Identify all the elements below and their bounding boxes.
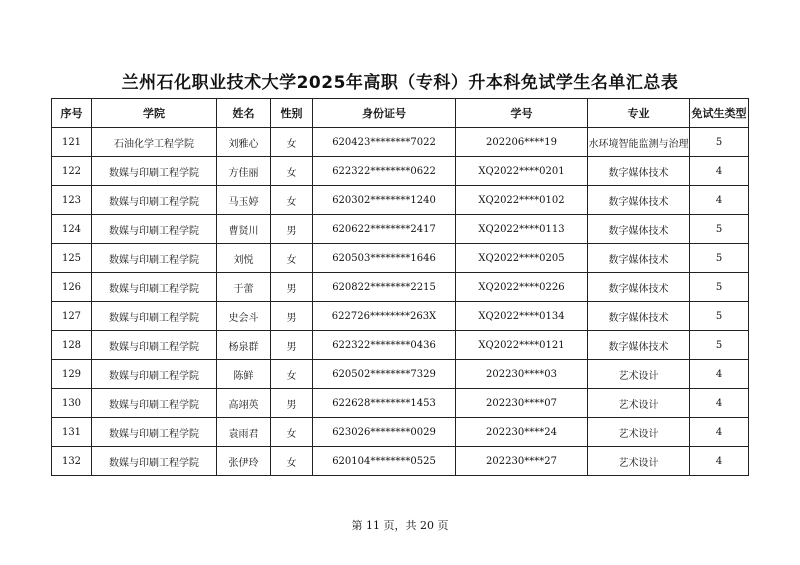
cell-serial: 128 [52,331,92,360]
cell-name: 刘悦 [217,244,271,273]
cell-gender: 女 [271,157,313,186]
cell-name: 高翊英 [217,389,271,418]
cell-exempt-type: 5 [690,128,749,157]
cell-exempt-type: 4 [690,360,749,389]
cell-college: 数媒与印刷工程学院 [92,389,217,418]
cell-major: 数字媒体技术 [588,215,690,244]
table-row [52,331,749,360]
cell-id-number: 622726********263X [313,302,456,331]
cell-name: 张伊玲 [217,447,271,476]
cell-exempt-type: 4 [690,186,749,215]
cell-id-number: 620622********2417 [313,215,456,244]
cell-college: 数媒与印刷工程学院 [92,447,217,476]
cell-major: 艺术设计 [588,418,690,447]
cell-id-number: 622628********1453 [313,389,456,418]
cell-serial: 122 [52,157,92,186]
cell-gender: 女 [271,128,313,157]
cell-gender: 男 [271,273,313,302]
cell-major: 数字媒体技术 [588,244,690,273]
cell-student-number: XQ2022****0134 [456,302,588,331]
cell-gender: 女 [271,447,313,476]
cell-college: 数媒与印刷工程学院 [92,186,217,215]
cell-college: 数媒与印刷工程学院 [92,302,217,331]
cell-name: 方佳丽 [217,157,271,186]
cell-id-number: 620503********1646 [313,244,456,273]
header-student-number: 学号 [456,99,588,128]
cell-id-number: 622322********0436 [313,331,456,360]
cell-major: 艺术设计 [588,389,690,418]
cell-gender: 女 [271,360,313,389]
cell-student-number: XQ2022****0113 [456,215,588,244]
cell-exempt-type: 4 [690,447,749,476]
cell-serial: 130 [52,389,92,418]
cell-serial: 127 [52,302,92,331]
cell-serial: 123 [52,186,92,215]
table-row [52,215,749,244]
table-row [52,273,749,302]
header-exempt-type: 免试生类型 [690,99,749,128]
table-row [52,360,749,389]
cell-major: 数字媒体技术 [588,302,690,331]
cell-id-number: 620104********0525 [313,447,456,476]
cell-student-number: 202206****19 [456,128,588,157]
cell-student-number: XQ2022****0201 [456,157,588,186]
cell-major: 数字媒体技术 [588,186,690,215]
student-list-table [51,98,749,476]
header-name: 姓名 [217,99,271,128]
cell-name: 马玉婷 [217,186,271,215]
cell-name: 史会斗 [217,302,271,331]
cell-major: 艺术设计 [588,447,690,476]
cell-name: 杨泉群 [217,331,271,360]
cell-college: 数媒与印刷工程学院 [92,331,217,360]
cell-college: 数媒与印刷工程学院 [92,157,217,186]
table-row [52,244,749,273]
cell-exempt-type: 5 [690,302,749,331]
cell-gender: 女 [271,186,313,215]
cell-student-number: XQ2022****0102 [456,186,588,215]
cell-name: 于蕾 [217,273,271,302]
table-row [52,128,749,157]
cell-college: 数媒与印刷工程学院 [92,244,217,273]
cell-major: 数字媒体技术 [588,157,690,186]
table-header-row [52,99,749,128]
table-body [52,128,749,476]
header-college: 学院 [92,99,217,128]
cell-college: 数媒与印刷工程学院 [92,418,217,447]
cell-serial: 121 [52,128,92,157]
cell-exempt-type: 5 [690,244,749,273]
cell-name: 袁雨君 [217,418,271,447]
cell-exempt-type: 4 [690,157,749,186]
header-major: 专业 [588,99,690,128]
cell-college: 数媒与印刷工程学院 [92,273,217,302]
cell-major: 数字媒体技术 [588,331,690,360]
cell-college: 数媒与印刷工程学院 [92,360,217,389]
cell-name: 曹贤川 [217,215,271,244]
cell-student-number: 202230****24 [456,418,588,447]
cell-id-number: 620822********2215 [313,273,456,302]
cell-serial: 125 [52,244,92,273]
table-row [52,418,749,447]
table-row [52,302,749,331]
header-serial: 序号 [52,99,92,128]
cell-student-number: 202230****07 [456,389,588,418]
cell-gender: 女 [271,418,313,447]
cell-gender: 男 [271,331,313,360]
cell-id-number: 620502********7329 [313,360,456,389]
cell-gender: 男 [271,389,313,418]
cell-exempt-type: 5 [690,273,749,302]
cell-id-number: 623026********0029 [313,418,456,447]
cell-exempt-type: 4 [690,418,749,447]
document-title: 兰州石化职业技术大学2025年高职（专科）升本科免试学生名单汇总表 [121,73,679,93]
cell-name: 刘雅心 [217,128,271,157]
cell-student-number: 202230****03 [456,360,588,389]
cell-gender: 男 [271,215,313,244]
cell-serial: 126 [52,273,92,302]
cell-exempt-type: 5 [690,331,749,360]
cell-name: 陈鲜 [217,360,271,389]
cell-college: 数媒与印刷工程学院 [92,215,217,244]
page-footer: 第 11 页，共 20 页 [351,519,449,532]
cell-student-number: XQ2022****0121 [456,331,588,360]
cell-exempt-type: 5 [690,215,749,244]
cell-serial: 132 [52,447,92,476]
cell-major: 艺术设计 [588,360,690,389]
cell-gender: 女 [271,244,313,273]
table-row [52,389,749,418]
table-row [52,186,749,215]
cell-serial: 129 [52,360,92,389]
cell-student-number: XQ2022****0205 [456,244,588,273]
table-row [52,447,749,476]
cell-id-number: 620423********7022 [313,128,456,157]
header-id-number: 身份证号 [313,99,456,128]
cell-major: 水环境智能监测与治理 [588,128,690,157]
table-row [52,157,749,186]
cell-serial: 131 [52,418,92,447]
cell-major: 数字媒体技术 [588,273,690,302]
cell-id-number: 620302********1240 [313,186,456,215]
cell-college: 石油化学工程学院 [92,128,217,157]
header-gender: 性别 [271,99,313,128]
cell-serial: 124 [52,215,92,244]
cell-gender: 男 [271,302,313,331]
cell-id-number: 622322********0622 [313,157,456,186]
cell-student-number: 202230****27 [456,447,588,476]
cell-exempt-type: 4 [690,389,749,418]
cell-student-number: XQ2022****0226 [456,273,588,302]
